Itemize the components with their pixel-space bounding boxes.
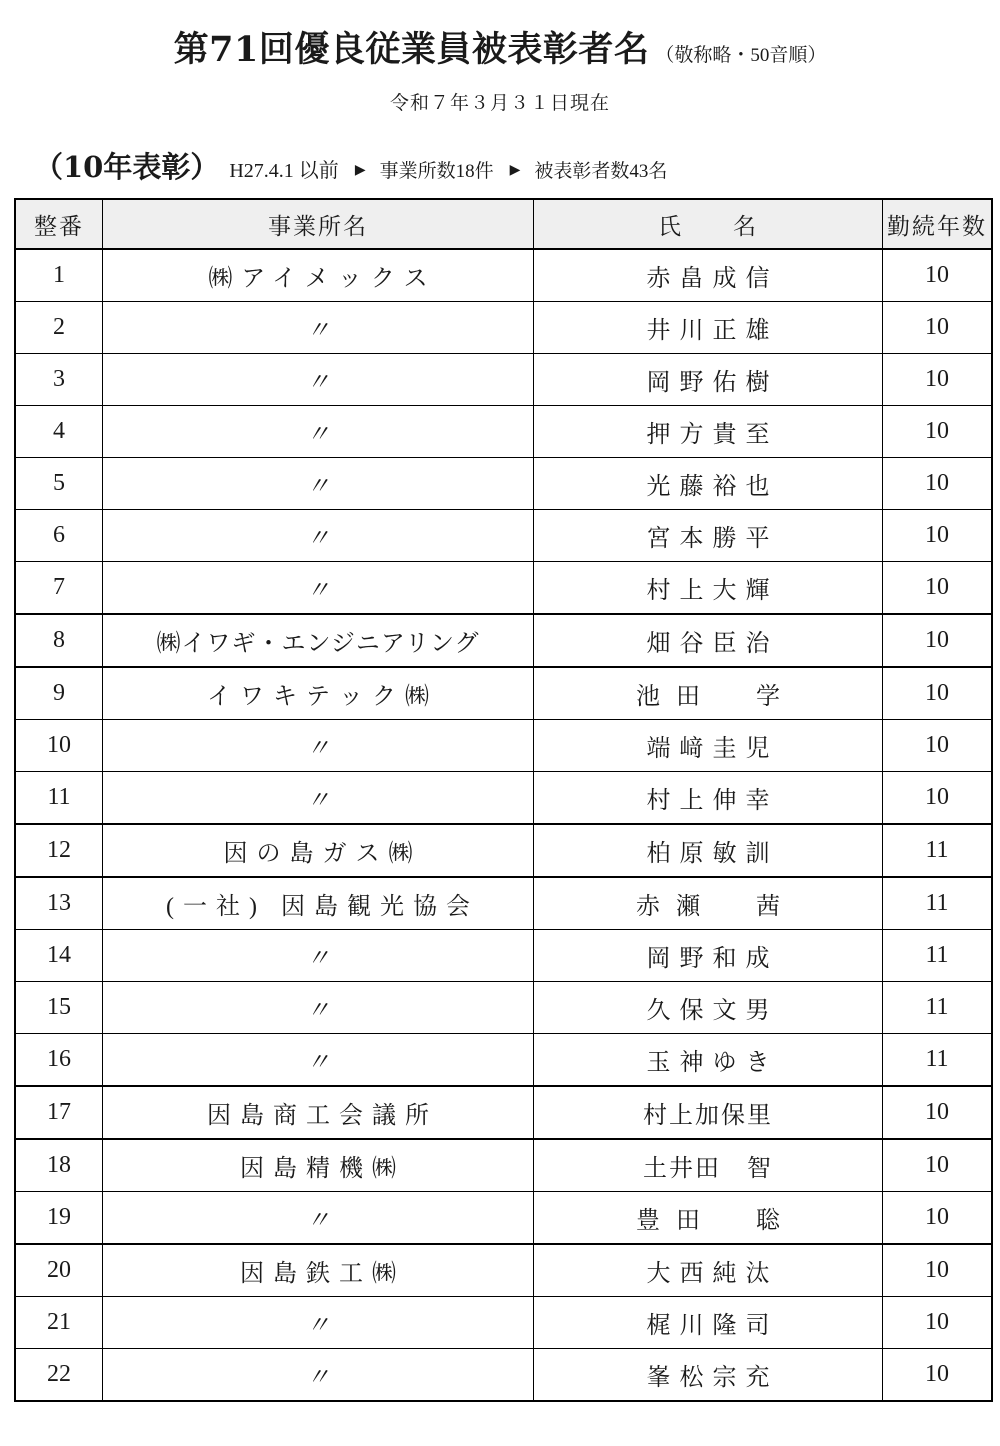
cell-office-ditto: 〃: [103, 1034, 534, 1087]
cell-years: 11: [883, 1034, 993, 1087]
cell-name: [534, 772, 883, 825]
person-name-text: 端﨑圭児: [646, 736, 779, 762]
table-header: [15, 199, 992, 249]
cell-office-ditto: 〃: [103, 510, 534, 562]
triangle-icon: ▶: [354, 163, 366, 178]
cell-years: 11: [883, 824, 993, 877]
table-row: [15, 510, 992, 562]
table-row: [15, 302, 992, 354]
cell-office-ditto: 〃: [103, 1297, 534, 1349]
cell-years: 10: [883, 302, 993, 354]
table-row: [15, 1086, 992, 1139]
table-row: [15, 982, 992, 1034]
cell-name: [534, 1034, 883, 1087]
cell-years: 10: [883, 249, 993, 302]
cell-name: [534, 406, 883, 458]
cell-no: 20: [15, 1244, 103, 1297]
cell-years: 10: [883, 1297, 993, 1349]
cell-name: [534, 1139, 883, 1192]
page-title: 第71回優良従業員被表彰者名: [173, 29, 650, 70]
person-name-text: 赤瀬 茜: [636, 894, 796, 920]
cell-years: 10: [883, 720, 993, 772]
cell-years: 10: [883, 1349, 993, 1402]
person-name-text: 柏原敏訓: [646, 841, 779, 867]
cell-no: 9: [15, 667, 103, 720]
cell-years: 10: [883, 406, 993, 458]
office-name-text: 因の島ガス㈱: [223, 841, 422, 867]
cell-no: 12: [15, 824, 103, 877]
person-name-text: 岡野和成: [646, 946, 779, 972]
person-name-text: 豊田 聡: [636, 1208, 796, 1234]
cell-office-ditto: 〃: [103, 406, 534, 458]
cell-no: 17: [15, 1086, 103, 1139]
table-row: [15, 614, 992, 667]
table-row: [15, 458, 992, 510]
office-name-text: イワキテック㈱: [207, 684, 438, 710]
cell-years: 10: [883, 1244, 993, 1297]
table-row: [15, 772, 992, 825]
cell-no: 10: [15, 720, 103, 772]
cell-years: 10: [883, 667, 993, 720]
person-name-text: 村上加保里: [643, 1103, 773, 1129]
document-subtitle: 令和７年３月３１日現在: [389, 93, 610, 114]
table-header-row: [15, 199, 992, 249]
cell-name: [534, 614, 883, 667]
column-header-office: 事業所名: [103, 199, 534, 249]
office-name-text: 因島精機㈱: [240, 1156, 405, 1182]
cell-years: 11: [883, 930, 993, 982]
cell-no: 2: [15, 302, 103, 354]
cell-name: [534, 1086, 883, 1139]
table-row: [15, 877, 992, 930]
column-header-years: 勤続年数: [883, 199, 993, 249]
table-row: [15, 249, 992, 302]
cell-no: 14: [15, 930, 103, 982]
cell-office-ditto: 〃: [103, 720, 534, 772]
cell-name: [534, 1244, 883, 1297]
cell-no: 18: [15, 1139, 103, 1192]
person-name-text: 光藤裕也: [646, 474, 779, 500]
section-title: （10年表彰）: [34, 150, 220, 184]
cell-name: [534, 510, 883, 562]
person-name-text: 畑谷臣治: [646, 631, 779, 657]
cell-years: 10: [883, 510, 993, 562]
cell-years: 10: [883, 354, 993, 406]
cell-years: 10: [883, 562, 993, 615]
person-name-text: 押方貴至: [646, 422, 779, 448]
cell-office-ditto: 〃: [103, 302, 534, 354]
cell-office: [103, 877, 534, 930]
table-row: [15, 1192, 992, 1245]
person-name-text: 村上伸幸: [646, 788, 779, 814]
cell-years: 10: [883, 772, 993, 825]
cell-years: 10: [883, 1192, 993, 1245]
cell-no: 7: [15, 562, 103, 615]
cell-name: [534, 720, 883, 772]
column-header-no: 整番: [15, 199, 103, 249]
cell-office-ditto: 〃: [103, 930, 534, 982]
triangle-icon-2: ▶: [509, 163, 521, 178]
section-header: [14, 145, 986, 186]
person-name-text: 土井田 智: [643, 1156, 773, 1182]
cell-name: [534, 877, 883, 930]
cell-no: 5: [15, 458, 103, 510]
person-name-text: 岡野佑樹: [646, 370, 779, 396]
cell-office: [103, 614, 534, 667]
cell-no: 13: [15, 877, 103, 930]
person-name-text: 峯松宗充: [646, 1365, 779, 1391]
recipients-value: 43名: [629, 161, 668, 182]
person-name-text: 梶川隆司: [646, 1313, 779, 1339]
cell-no: 6: [15, 510, 103, 562]
cell-no: 4: [15, 406, 103, 458]
office-name-text: ㈱イワギ・エンジニアリング: [156, 631, 480, 657]
cell-name: [534, 667, 883, 720]
cell-name: [534, 1297, 883, 1349]
cell-office-ditto: 〃: [103, 1349, 534, 1402]
person-name-text: 井川正雄: [646, 318, 779, 344]
table-body: [15, 249, 992, 1401]
cell-years: 10: [883, 1086, 993, 1139]
offices-value: 18件: [455, 161, 494, 182]
section-condition: H27.4.1 以前: [229, 160, 339, 182]
cell-no: 22: [15, 1349, 103, 1402]
cell-office-ditto: 〃: [103, 772, 534, 825]
table-row: [15, 562, 992, 615]
cell-years: 10: [883, 1139, 993, 1192]
person-name-text: 久保文男: [646, 998, 779, 1024]
person-name-text: 玉神ゆき: [646, 1050, 779, 1076]
cell-years: 10: [883, 458, 993, 510]
table-row: [15, 406, 992, 458]
office-name-text: ㈱アイメックス: [208, 266, 437, 292]
table-row: [15, 354, 992, 406]
cell-no: 15: [15, 982, 103, 1034]
cell-no: 16: [15, 1034, 103, 1087]
cell-name: [534, 302, 883, 354]
cell-office: [103, 1139, 534, 1192]
office-name-text: (一社) 因島観光協会: [166, 894, 479, 920]
awards-table: [14, 198, 993, 1402]
table-row: [15, 930, 992, 982]
cell-name: [534, 1192, 883, 1245]
cell-no: 8: [15, 614, 103, 667]
cell-office: [103, 824, 534, 877]
cell-years: 10: [883, 614, 993, 667]
cell-name: [534, 562, 883, 615]
cell-no: 11: [15, 772, 103, 825]
cell-years: 11: [883, 982, 993, 1034]
person-name-text: 赤畠成信: [646, 266, 779, 292]
table-row: [15, 1297, 992, 1349]
cell-office: [103, 249, 534, 302]
cell-office-ditto: 〃: [103, 562, 534, 615]
cell-name: [534, 824, 883, 877]
document-title-row: [14, 0, 986, 72]
cell-office-ditto: 〃: [103, 982, 534, 1034]
person-name-text: 大西純汰: [646, 1261, 779, 1287]
office-name-text: 因島鉄工㈱: [240, 1261, 405, 1287]
cell-name: [534, 1349, 883, 1402]
cell-no: 19: [15, 1192, 103, 1245]
cell-name: [534, 249, 883, 302]
offices-label: 事業所数: [379, 161, 456, 182]
title-note: （敬称略・50音順）: [655, 45, 827, 66]
cell-office: [103, 1086, 534, 1139]
column-header-name: 氏 名: [534, 199, 883, 249]
cell-no: 21: [15, 1297, 103, 1349]
table-row: [15, 1244, 992, 1297]
cell-office-ditto: 〃: [103, 1192, 534, 1245]
cell-name: [534, 354, 883, 406]
table-row: [15, 1139, 992, 1192]
recipients-label: 被表彰者数: [534, 161, 630, 182]
cell-office-ditto: 〃: [103, 458, 534, 510]
table-row: [15, 1034, 992, 1087]
person-name-text: 池田 学: [636, 684, 796, 710]
cell-name: [534, 982, 883, 1034]
office-name-text: 因島商工会議所: [207, 1103, 438, 1129]
table-row: [15, 1349, 992, 1402]
cell-no: 1: [15, 249, 103, 302]
person-name-text: 宮本勝平: [646, 526, 779, 552]
cell-years: 11: [883, 877, 993, 930]
cell-name: [534, 458, 883, 510]
cell-office: [103, 1244, 534, 1297]
cell-office: [103, 667, 534, 720]
table-row: [15, 720, 992, 772]
cell-no: 3: [15, 354, 103, 406]
person-name-text: 村上大輝: [646, 578, 779, 604]
table-row: [15, 667, 992, 720]
cell-name: [534, 930, 883, 982]
table-row: [15, 824, 992, 877]
cell-office-ditto: 〃: [103, 354, 534, 406]
